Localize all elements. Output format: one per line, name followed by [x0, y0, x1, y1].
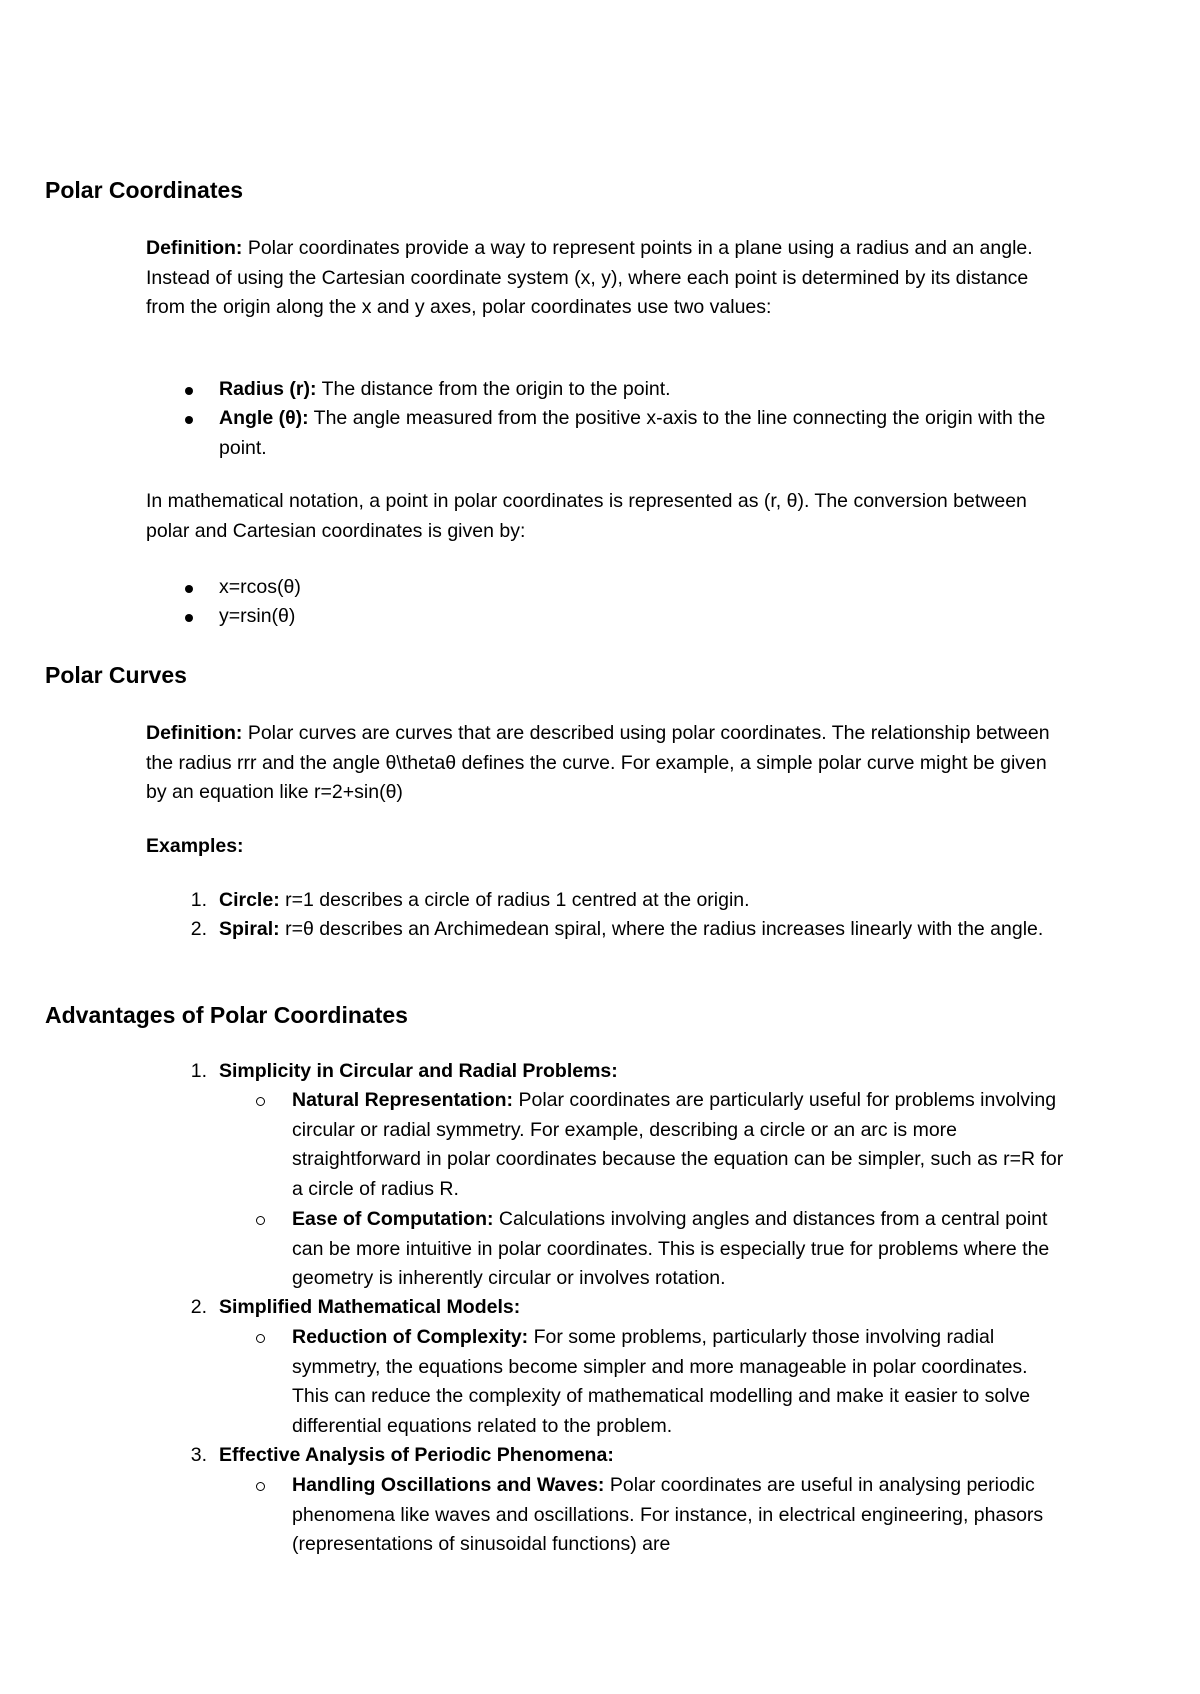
list-item — [190, 915, 1069, 945]
sub-list-item — [292, 1086, 1067, 1204]
sub-list-item-text: Polar coordinates are particularly useful for problems involving circular or radial symmetry. For example, describing a circle or an arc is more straightforward in polar coordinates because the equation can be simpler, such as r=R for a circle of radius R. — [292, 1089, 1064, 1200]
formula-item — [219, 602, 1069, 632]
definition-label: Definition: — [146, 237, 243, 259]
sub-list-item-text: Calculations involving angles and distances from a central point can be more intuitive in polar coordinates. This is especially true for problems where the geometry is inherently circular or involves rotation. — [292, 1208, 1050, 1290]
sub-list-item — [292, 1323, 1067, 1441]
section-heading-advantages: Advantages of Polar Coordinates — [45, 1002, 408, 1028]
sub-list-item-label: Ease of Computation: — [292, 1208, 494, 1230]
list-item — [190, 886, 1069, 916]
list-item-text: The angle measured from the positive x-axis to the line connecting the origin with the point. — [219, 407, 1046, 459]
examples-label-text: Examples: — [146, 835, 244, 857]
bullet-icon — [185, 614, 193, 622]
sub-list-item-text: Polar coordinates are useful in analysing periodic phenomena like waves and oscillations. For instance, in electrical engineering, phasors (representations of sinusoidal functions) are — [292, 1474, 1044, 1556]
section-heading-polar-curves: Polar Curves — [45, 662, 187, 688]
list-item-label: Effective Analysis of Periodic Phenomena: — [219, 1444, 614, 1466]
sub-list-item-text: For some problems, particularly those involving radial symmetry, the equations become simpler and more manageable in polar coordinates. This can reduce the complexity of mathematical modelling and make it easier to solve differential equations related to the problem. — [292, 1326, 1031, 1437]
sub-list-item-label: Handling Oscillations and Waves: — [292, 1474, 605, 1496]
list-item — [190, 1293, 1069, 1323]
sub-list-item — [292, 1205, 1067, 1294]
bullet-icon — [185, 585, 193, 593]
list-item — [190, 1057, 1069, 1087]
list-number: 1. — [190, 1060, 207, 1082]
circle-bullet-icon — [256, 1334, 265, 1343]
list-item-label: Radius (r): — [219, 378, 317, 400]
list-item — [219, 375, 1069, 405]
list-item-text: The distance from the origin to the point. — [316, 378, 671, 400]
formula-text: y=rsin(θ) — [219, 605, 296, 627]
list-number: 3. — [190, 1444, 207, 1466]
list-item-label: Circle: — [219, 889, 280, 911]
list-item-label: Spiral: — [219, 918, 280, 940]
definition-text: Polar curves are curves that are described using polar coordinates. The relationship between the radius rrr and the angle θ\thetaθ defines the curve. For example, a simple polar curve might be given by an equation like r=2+sin(θ) — [146, 722, 1050, 804]
sub-list-item-label: Reduction of Complexity: — [292, 1326, 529, 1348]
list-number: 2. — [190, 918, 207, 940]
definition-label: Definition: — [146, 722, 243, 744]
definition-paragraph — [146, 719, 1066, 808]
circle-bullet-icon — [256, 1097, 265, 1106]
list-item-text: r=1 describes a circle of radius 1 centred at the origin. — [279, 889, 750, 911]
circle-bullet-icon — [256, 1482, 265, 1491]
definition-text: Polar coordinates provide a way to represent points in a plane using a radius and an angle. Instead of using the Cartesian coordinate system (x, y), where each point is determined by its distance from the origin along the x and y axes, polar coordinates use two values: — [146, 237, 1033, 319]
sub-list-item-label: Natural Representation: — [292, 1089, 514, 1111]
definition-paragraph — [146, 234, 1066, 323]
examples-label — [146, 832, 1066, 862]
circle-bullet-icon — [256, 1216, 265, 1225]
formula-item — [219, 573, 1069, 603]
sub-list-item — [292, 1471, 1067, 1560]
list-item-label: Angle (θ): — [219, 407, 309, 429]
list-item-label: Simplicity in Circular and Radial Problems: — [219, 1060, 618, 1082]
list-item-label: Simplified Mathematical Models: — [219, 1296, 521, 1318]
list-item — [219, 404, 1069, 463]
notation-paragraph: In mathematical notation, a point in polar coordinates is represented as (r, θ). The conversion between polar and Cartesian coordinates is given by: — [146, 490, 1027, 542]
section-heading-polar-coordinates: Polar Coordinates — [45, 177, 244, 203]
list-number: 2. — [190, 1296, 207, 1318]
list-item — [190, 1441, 1069, 1471]
list-item-text: r=θ describes an Archimedean spiral, where the radius increases linearly with the angle. — [279, 918, 1044, 940]
bullet-icon — [185, 387, 193, 395]
bullet-icon — [185, 416, 193, 424]
formula-text: x=rcos(θ) — [219, 576, 301, 598]
list-number: 1. — [190, 889, 207, 911]
